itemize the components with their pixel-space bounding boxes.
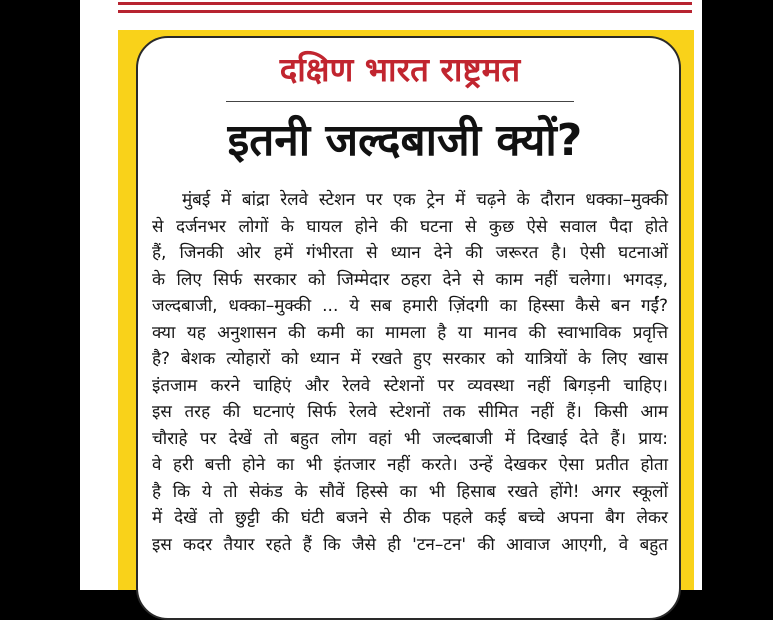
top-rule-line (118, 10, 692, 13)
article-body-line: है कि ये तो सेकंड के सौवें हिस्से का भी हिसाब रखते होंगे! अगर स्कूलों (152, 481, 668, 502)
article-body-line: हैं, जिनकी ओर हमें गंभीरता से ध्यान देने की जरूरत है। ऐसी घटनाओं (152, 243, 668, 263)
article-body-line: चौराहे पर देखें तो बहुत लोग वहां भी जल्दबाजी में दिखाई देते हैं। प्राय: (152, 428, 668, 449)
article-body-line: वे हरी बत्ती होने का भी इंतजार नहीं करते। उन्हें देखकर ऐसा प्रतीत होता (152, 455, 668, 475)
article-body-line: इस तरह की घटनाएं सिर्फ रेलवे स्टेशनों तक सीमित नहीं हैं। किसी आम (152, 402, 668, 422)
article-body-line: से दर्जनभर लोगों के घायल होने की घटना से कुछ ऐसे सवाल पैदा होते (152, 216, 668, 237)
top-rule-line (118, 2, 692, 5)
article-body-line: इस कदर तैयार रहते हैं कि जैसे ही 'टन–टन' की आवाज आएगी, वे बहुत (152, 534, 668, 555)
article-body-line: जल्दबाजी, धक्का–मुक्की ... ये सब हमारी ज़िंदगी का हिस्सा कैसे बन गईं? (152, 296, 668, 316)
article-body-line: है? बेशक त्योहारों को ध्यान में रखते हुए सरकार को यात्रियों के लिए खास (152, 349, 668, 369)
article-body-line: के लिए सिर्फ सरकार को जिम्मेदार ठहरा देने से काम नहीं चलेगा। भगदड़, (152, 269, 668, 290)
article-body-line: मुंबई में बांद्रा रेलवे स्टेशन पर एक ट्रेन में चढ़ने के दौरान धक्का–मुक्की (182, 190, 668, 210)
masthead-divider (226, 101, 574, 102)
article-body (152, 187, 668, 558)
article-headline: इतनी जल्दबाजी क्यों? (227, 115, 583, 166)
article-body-line: में देखें तो छुट्टी की घंटी बजने से ठीक पहले कई बच्चे अपना बैग लेकर (152, 508, 668, 528)
article-body-line: क्या यह अनुशासन की कमी का मामला है या मानव की स्वाभाविक प्रवृत्ति (152, 322, 668, 343)
masthead-title: दक्षिण भारत राष्ट्रमत (279, 50, 521, 89)
article-body-line: इंतजाम करने चाहिएं और रेलवे स्टेशनों पर व्यवस्था नहीं बिगड़नी चाहिए। (152, 375, 668, 396)
